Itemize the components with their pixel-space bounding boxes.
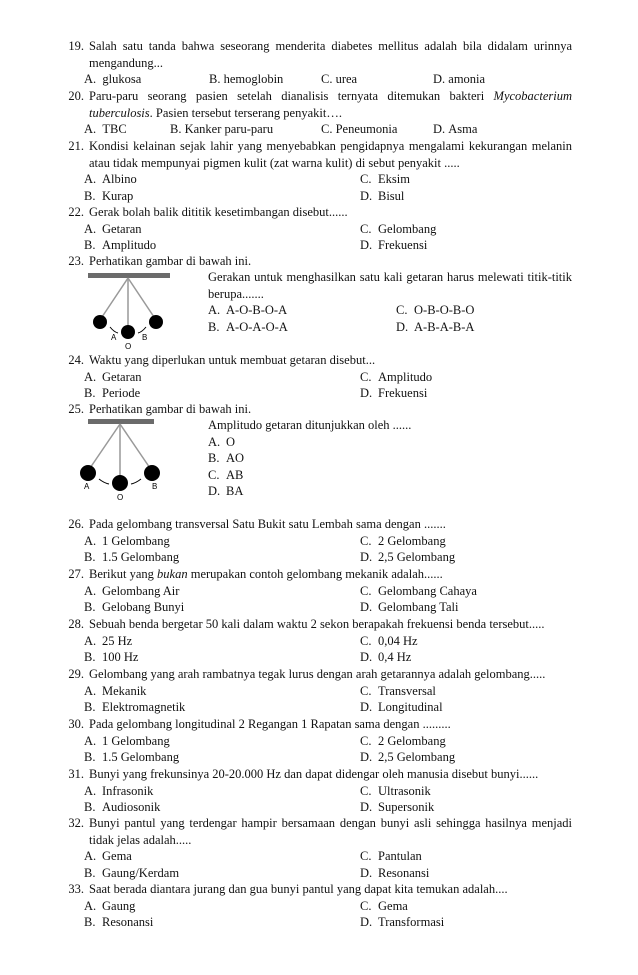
pendulum-string-right — [128, 278, 156, 320]
option-c: C. 0,04 Hz — [360, 633, 418, 648]
option-b: B. Elektromagnetik — [84, 700, 186, 715]
option-b: B. 1.5 Gelombang — [84, 750, 180, 765]
option-b: B. hemoglobin — [209, 72, 284, 87]
question-number: 23. — [68, 254, 84, 268]
options-grid — [60, 171, 572, 204]
question-text: Saat berada diantara jurang dan gua bunyi pantul yang dapat kita temukan adalah.... — [89, 882, 508, 896]
option-d: D. A-B-A-B-A — [396, 319, 475, 334]
option-c: C. 2 Gelombang — [360, 733, 446, 748]
label-a: A — [111, 333, 117, 342]
question-22 — [60, 204, 572, 254]
pendulum-support — [88, 419, 154, 424]
options-grid — [60, 848, 572, 881]
options-grid — [60, 533, 572, 566]
option-c: C. Pantulan — [360, 849, 422, 864]
option-d: D. 0,4 Hz — [360, 650, 412, 665]
option-d: D. Bisul — [360, 188, 405, 203]
option-d: D. amonia — [433, 72, 486, 87]
question-32 — [60, 815, 572, 881]
question-text: Gelombang yang arah rambatnya tegak lurus dengan arah getarannya adalah gelombang..... — [89, 667, 546, 681]
question-text: Perhatikan gambar di bawah ini. — [89, 402, 252, 416]
question-text: Pada gelombang longitudinal 2 Regangan 1 Rapatan sama dengan ......... — [89, 717, 451, 731]
options-grid — [60, 683, 572, 716]
question-24 — [60, 352, 572, 402]
options-row — [60, 121, 572, 138]
question-26 — [60, 516, 572, 566]
question-number: 20. — [68, 89, 84, 103]
question-25 — [60, 401, 572, 418]
option-b: B. 100 Hz — [84, 650, 139, 665]
options-grid — [60, 733, 572, 766]
pendulum-figure — [84, 270, 194, 352]
question-number: 29. — [68, 667, 84, 681]
options-grid — [208, 302, 572, 335]
question-number: 30. — [68, 717, 84, 731]
question-21 — [60, 138, 572, 204]
option-d: D. 2,5 Gelombang — [360, 550, 456, 565]
question-19 — [60, 38, 572, 88]
option-c: C. Eksim — [360, 172, 410, 187]
option-a: A. 25 Hz — [84, 633, 133, 648]
question-text: Sebuah benda bergetar 50 kali dalam waktu 2 sekon berapakah frekuensi benda tersebut..... — [89, 617, 545, 631]
option-d: D. Transformasi — [360, 915, 445, 930]
arrow-right — [131, 479, 141, 484]
option-a: A. Albino — [84, 172, 137, 187]
question-30 — [60, 716, 572, 766]
pendulum-bob-b — [149, 315, 163, 329]
pendulum-bob-a — [80, 465, 96, 481]
option-d: D. Resonansi — [360, 865, 430, 880]
option-d: D. Gelombang Tali — [360, 600, 459, 615]
option-d: D. Longitudinal — [360, 700, 443, 715]
option-c: C. Gelombang — [360, 221, 437, 236]
option-b: B. Kanker paru-paru — [170, 122, 274, 137]
question-23-side — [208, 269, 572, 335]
option-b: B. Audiosonik — [84, 800, 161, 815]
option-c: C. Transversal — [360, 683, 436, 698]
pendulum-bob-b — [144, 465, 160, 481]
option-b: B. Gelobang Bunyi — [84, 600, 185, 615]
option-c: C. urea — [321, 72, 358, 87]
pendulum-support — [88, 273, 170, 278]
question-29 — [60, 666, 572, 716]
pendulum-bob-o — [121, 325, 135, 339]
options-grid — [60, 221, 572, 254]
question-20 — [60, 88, 572, 138]
question-number: 27. — [68, 567, 84, 581]
question-number: 25. — [68, 402, 84, 416]
option-d: D. Frekuensi — [360, 386, 428, 401]
question-number: 19. — [68, 39, 84, 53]
option-c: C. Amplitudo — [360, 369, 433, 384]
options-grid — [60, 898, 572, 931]
question-text: Bunyi yang frekunsinya 20-20.000 Hz dan dapat didengar oleh manusia disebut bunyi...... — [89, 767, 539, 781]
question-text: Salah satu tanda bahwa seseorang menderita diabetes mellitus adalah bila didalam urinnya mengandung... — [89, 39, 572, 70]
option-c: C. Ultrasonik — [360, 783, 431, 798]
pendulum-figure — [76, 417, 186, 503]
option-b: B. Periode — [84, 386, 141, 401]
question-number: 32. — [68, 816, 84, 830]
option-d: D. Frekuensi — [360, 238, 428, 253]
option-b: B. Gaung/Kerdam — [84, 865, 180, 880]
option-c: C. Gelombang Cahaya — [360, 583, 477, 598]
option-a: A. Mekanik — [84, 683, 147, 698]
question-text: Pada gelombang transversal Satu Bukit satu Lembah sama dengan ....... — [89, 517, 446, 531]
label-a: A — [84, 482, 90, 491]
pendulum-string-left — [88, 424, 120, 471]
pendulum-bob-a — [93, 315, 107, 329]
question-text: Berikut yang bukan merupakan contoh gelombang mekanik adalah...... — [89, 567, 443, 581]
label-o: O — [125, 342, 132, 351]
option-d: D. BA — [208, 484, 244, 499]
option-b: B. Kurap — [84, 188, 134, 203]
option-c: C. AB — [208, 467, 244, 482]
question-27 — [60, 566, 572, 616]
option-d: D. Supersonik — [360, 800, 435, 815]
option-a: A. A-O-B-O-A — [208, 303, 288, 318]
option-a: A. 1 Gelombang — [84, 533, 170, 548]
option-b: B. 1.5 Gelombang — [84, 550, 180, 565]
question-text: Waktu yang diperlukan untuk membuat getaran disebut... — [89, 353, 376, 367]
arrow-left — [99, 479, 109, 484]
question-text: Paru-paru seorang pasien setelah dianalisis ternyata ditemukan bakteri Mycobacterium tuberculosis. Pasien tersebut terserang penyakit…. — [89, 89, 572, 120]
question-33 — [60, 881, 572, 931]
option-a: A. Infrasonik — [84, 783, 154, 798]
question-number: 21. — [68, 139, 84, 153]
options-grid — [60, 583, 572, 616]
option-d: D. Asma — [433, 122, 478, 137]
question-25-side — [208, 417, 572, 500]
options-grid — [60, 369, 572, 402]
option-a: A. O — [208, 434, 236, 449]
option-a: A. Getaran — [84, 221, 142, 236]
question-text: Perhatikan gambar di bawah ini. — [89, 254, 252, 268]
options-row — [60, 71, 572, 88]
pendulum-string-left — [100, 278, 128, 320]
side-text: Gerakan untuk menghasilkan satu kali getaran harus melewati titik-titik berupa....... — [208, 270, 572, 301]
option-a: A. TBC — [84, 122, 127, 137]
question-31 — [60, 766, 572, 816]
question-number: 31. — [68, 767, 84, 781]
option-a: A. Gelombang Air — [84, 583, 180, 598]
pendulum-string-right — [120, 424, 152, 471]
label-b: B — [152, 482, 158, 491]
option-c: C. O-B-O-B-O — [396, 303, 475, 318]
option-a: A. Gema — [84, 849, 132, 864]
label-o: O — [117, 493, 124, 502]
option-b: B. A-O-A-O-A — [208, 319, 288, 334]
side-text: Amplitudo getaran ditunjukkan oleh ...... — [208, 418, 412, 432]
pendulum-bob-o — [112, 475, 128, 491]
option-a: A. Gaung — [84, 898, 136, 913]
options-grid — [60, 783, 572, 816]
option-a: A. glukosa — [84, 72, 142, 87]
option-c: C. Peneumonia — [321, 122, 398, 137]
option-b: B. AO — [208, 451, 245, 466]
question-28 — [60, 616, 572, 666]
option-d: D. 2,5 Gelombang — [360, 750, 456, 765]
options-grid — [60, 633, 572, 666]
option-b: B. Resonansi — [84, 915, 154, 930]
option-a: A. Getaran — [84, 369, 142, 384]
option-b: B. Amplitudo — [84, 238, 157, 253]
label-b: B — [142, 333, 148, 342]
question-text: Kondisi kelainan sejak lahir yang menyebabkan pengidapnya mengalami kekurangan melanin atau tidak mempunyai pigmen kulit (zat warna kulit) di sebut penyakit ..... — [89, 139, 572, 170]
question-number: 22. — [68, 205, 84, 219]
question-number: 24. — [68, 353, 84, 367]
question-number: 33. — [68, 882, 84, 896]
option-c: C. Gema — [360, 898, 408, 913]
option-a: A. 1 Gelombang — [84, 733, 170, 748]
option-c: C. 2 Gelombang — [360, 533, 446, 548]
question-number: 26. — [68, 517, 84, 531]
question-23 — [60, 253, 572, 270]
question-number: 28. — [68, 617, 84, 631]
question-text: Gerak bolah balik dititik kesetimbangan disebut...... — [89, 205, 348, 219]
question-text: Bunyi pantul yang terdengar hampir bersamaan dengan bunyi asli sehingga hasilnya menjadi tidak jelas adalah..... — [89, 816, 572, 847]
